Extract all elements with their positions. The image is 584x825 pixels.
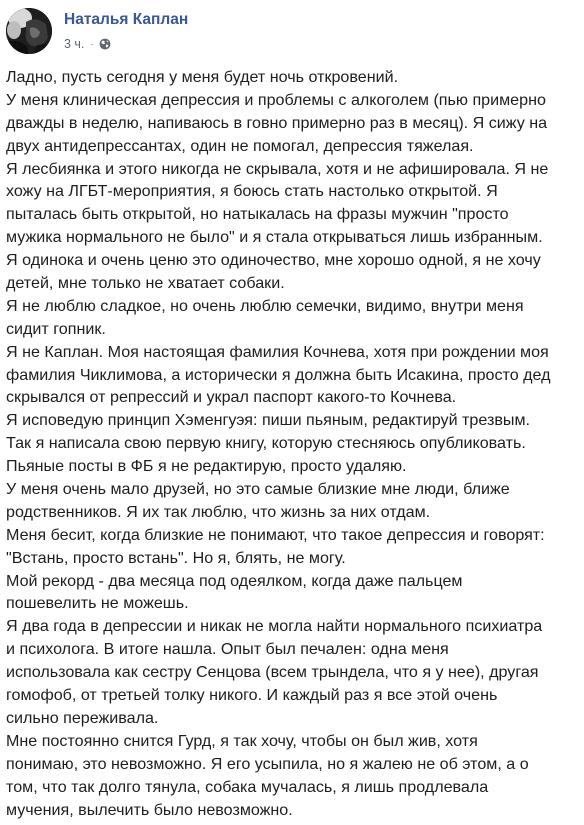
post-meta [64,37,111,51]
post-text-line: использовала как сестру Сенцова (всем трындела, что я у нее), другая [6,663,539,682]
post-header [0,0,584,66]
post-text-line: Так я написала свою первую книгу, которую стесняюсь опубликовать. [6,434,526,453]
post-text-line: скрывался от репрессий и украл паспорт какого-то Кочнева. [6,388,457,407]
post-text-line: У меня клиническая депрессия и проблемы с алкоголем (пью примерно [6,90,546,109]
profile-photo-icon [6,8,52,54]
post-text-line: дважды в неделю, напиваюсь в говно примерно раз в месяц). Я сижу на [6,113,548,132]
post-text-line: Ладно, пусть сегодня у меня будет ночь откровений. [6,68,399,86]
post-text-line: Пьяные посты в ФБ я не редактирую, просто удаляю. [6,457,407,476]
post-text-line: детей, мне только не хватает собаки. [6,274,285,293]
post-text-line: Меня бесит, когда близкие не понимают, что такое депрессия и говорят: [6,525,545,544]
post-text-line: и психолога. В итоге нашла. Опыт был печален: одна меня [6,640,449,659]
avatar[interactable] [6,8,52,54]
post-text-line: фамилия Чиклимова, а исторически я должна быть Исакина, просто дед [6,365,551,384]
post-text-line: сильно переживала. [6,708,159,727]
post-text-line: Мой рекорд - два месяца под одеялком, когда даже пальцем [6,571,463,590]
post-text-line: понимаю, это невозможно. Я его усыпила, но я жалею не об этом, а о [6,754,529,773]
post-text-line: У меня очень мало друзей, но это самые близкие мне люди, ближе [6,480,510,499]
post-text-line: пошевелить не можешь. [6,594,189,613]
post-text-line: Я не Каплан. Моя настоящая фамилия Кочнева, хотя при рождении моя [6,342,549,361]
post-text-line: пыталась быть открытой, но натыкалась на фразы мужчин "просто [6,205,509,224]
post-timestamp[interactable]: 3 ч. [64,37,85,51]
post-text-line: Я не люблю сладкое, но очень люблю семечки, видимо, внутри меня [6,296,524,315]
post-text-line: Я одинока и очень ценю это одиночество, мне хорошо одной, я не хочу [6,251,541,270]
post-text-line: Я два года в депрессии и никак не могла найти нормального психиатра [6,617,543,636]
post-text-line: "Встань, просто встань". Но я, блять, не могу. [6,548,346,567]
post-text-line: Я лесбиянка и этого никогда не скрывала, хотя и не афишировала. Я не [6,159,549,178]
post-text-line: сидит гопник. [6,319,106,338]
post-text-line: гомофоб, от третьей толку никого. И каждый раз я все этой очень [6,686,498,705]
post-text-line: родственников. Я их так люблю, что жизнь за них отдам. [6,502,431,521]
globe-icon[interactable] [99,38,111,50]
post-text-line: двух антидепрессантах, один не помогал, депрессия тяжелая. [6,136,474,155]
post-text-line: Я исповедую принцип Хэменгуэя: пиши пьяным, редактируй трезвым. [6,411,531,430]
post-text-line: Мне постоянно снится Гурд, я так хочу, чтобы он был жив, хотя [6,731,478,750]
post-text-line: мужика нормального не было" и я стала открываться лишь избранным. [6,228,543,247]
meta-separator: · [90,39,94,49]
post-text [6,66,580,821]
author-name-link[interactable]: Наталья Каплан [64,11,189,28]
post-text-line: мучения, вылечить было невозможно. [6,800,293,819]
post-text-line: том, что так долго тянула, собака мучалась, я лишь продлевала [6,777,489,796]
post-text-line: хожу на ЛГБТ-мероприятия, я боюсь стать настолько открытой. Я [6,182,498,201]
